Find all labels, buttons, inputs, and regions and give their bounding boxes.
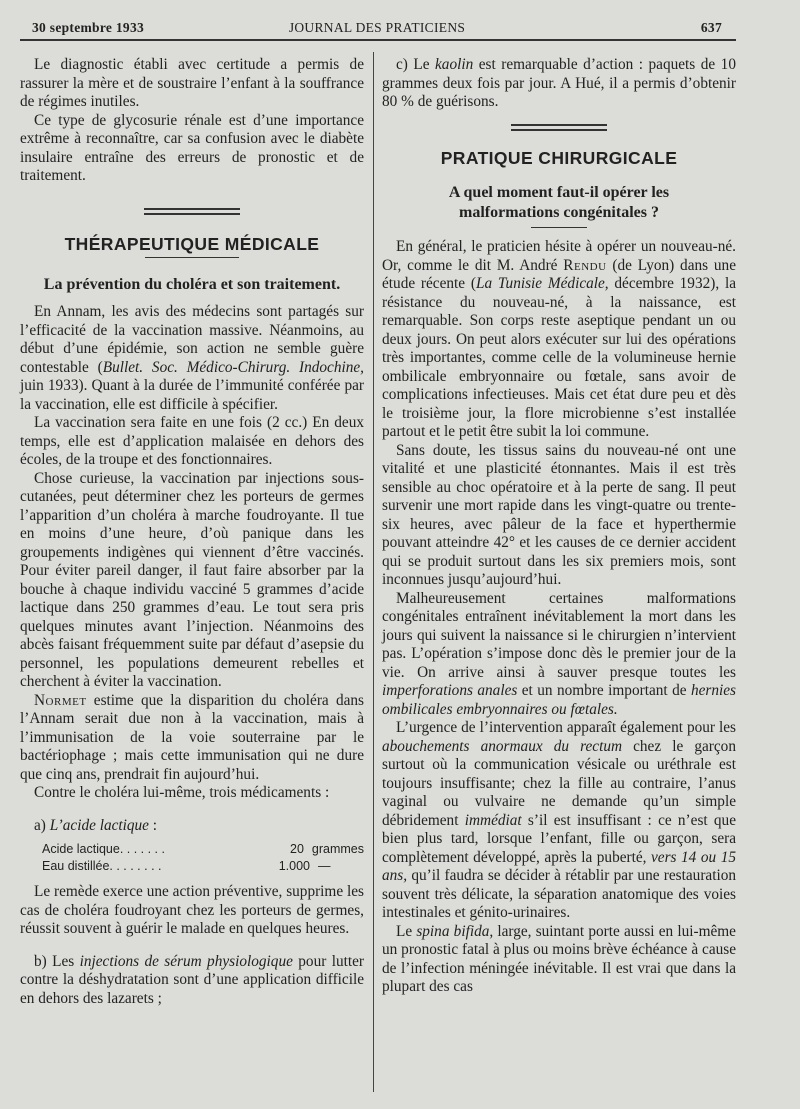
cholera-p1-citation: Bullet. Soc. Médico-Chirurg. Indochine, [102,358,364,376]
surgery-paragraph-5 [382,923,736,997]
header-journal-title: JOURNAL DES PRATICIENS [288,20,466,35]
left-column [20,56,364,1008]
surgery-p5-text: Le [396,922,417,940]
cholera-paragraph-6: Le remède exerce une action préventive, supprime les cas de choléra foudroyant chez les porteurs de germes, réussit souvent à guérir le malade en quelques heures. [20,883,364,937]
surgery-p5-italic: spina bifida, [416,922,494,940]
recipe-ingredient: Acide lactique. . . . . . . [42,842,165,856]
item-b-text-end: pour lutter contre la déshydratation sont d’une application difficile en dehors des lazarets ; [20,952,364,1007]
cholera-paragraph-2: La vaccination sera faite en une fois (2 cc.) En deux temps, elle est d’application malaisée en dehors des écoles, de la troupe et des fonctionnaires. [20,414,364,468]
intro-paragraph-2: Ce type de glycosurie rénale est d’une importance extrême à reconnaître, car sa confusion avec le diabète insulaire entraîne des erreurs de pronostic et de traitement. [20,111,364,184]
header-rule [20,39,736,41]
author-name-rendu: Rendu [563,256,607,274]
surgery-p1-text: En général, le praticien hésite à opérer un nouveau-né. Or, comme le dit M. André [382,238,736,274]
surgery-p1-text2: (de Lyon) dans une étude récente ( [382,256,736,292]
cholera-paragraph-1 [20,303,364,414]
cholera-paragraph-3: Chose curieuse, la vaccination par injections sous-cutanées, peut déterminer chez les porteurs de germes l’apparition d’un choléra à marche foudroyante. Il tue en moins d’une heure, d’où panique dans les groupements indigènes qui viennent d’être vaccinés. Pour éviter pareil danger, il faut faire absorber par la bouche à chaque individu vacciné 5 grammes d’acide lactique dans 250 grammes d’eau. Le tout sera pris quelques minutes avant l’injection. Néanmoins des abcès faisant fréquemment suite par défaut d’asepsie du personnel, les populations demeurent rebelles et cherchent à éviter la vaccination. [20,469,364,690]
surgery-paragraph-2: Sans doute, les tissus sains du nouveau-né ont une vitalité et une plasticité étonnantes. Mais il est très sensible au choc opératoire et à la perte de sang. Il peut survenir une mort rapide dans les vingt-quatre ou trente-six heures, avec pâleur de la face et hyperthermie pouvant atteindre 42° et les causes de ce dernier accident qui se produit surtout dans les six premiers mois, sont inconnues jusqu’aujourd’hui. [382,441,736,588]
cholera-paragraph-5: Contre le choléra lui-même, trois médicaments : [34,784,330,801]
surgery-paragraph-4 [382,719,736,923]
item-b-italic: injections de sérum physiologique [79,952,293,970]
surgery-p4-text-end: qu’il faudra se décider à rétablir par une restauration souvent très délicate, la séparation anatomique des voies intestinales et génito-urinaires. [382,867,736,921]
surgery-p4-text2: chez le garçon surtout où la communication vésicale ou uréthrale est toujours insuffisante; chez la fille au contraire, l’anus vaginal ou vulvaire ne demande qu’un simple débridement [382,737,736,829]
article-title-underline [531,227,587,228]
recipe-unit: — [318,859,331,873]
surgery-p5-text-end: large, suintant porte aussi en lui-même un pronostic fatal à plus ou moins brève échéance à cause de l’infection méningée inévitable. Il est vrai que dans la plupart des cas [382,922,736,995]
item-c-paragraph [382,56,736,112]
section-title-underline [145,257,239,258]
cholera-p1-text-end: juin 1933). Quant à la durée de l’immunité conférée par la vaccination, elle est difficile à spécifier. [20,377,364,413]
item-c-letter: c) [396,56,408,73]
surgery-p4-text: L’urgence de l’intervention apparaît également pour les [396,719,736,736]
cholera-paragraph-4 [20,692,364,785]
intro-paragraph-1: Le diagnostic établi avec certitude a permis de rassurer la mère et de soustraire l’enfant à la souffrance de régimes inutiles. [20,56,364,110]
section-title-chirurgicale: PRATIQUE CHIRURGICALE [440,147,678,168]
article-title-cholera: La prévention du choléra et son traitement. [43,276,341,293]
recipe-quantity: 20 [290,842,304,856]
surgery-p1-citation: La Tunisie Médicale, [475,275,609,292]
surgery-paragraph-1 [382,238,736,442]
surgery-paragraph-3 [382,590,736,720]
author-name-normet: Normet [34,691,87,709]
item-a-heading [20,817,364,836]
item-b-letter: b) [34,952,47,970]
surgery-p4-italic3: vers 14 ou 15 ans, [382,848,736,884]
article-title-malformations: A quel moment faut-il opérer les malformations congénitales ? [448,184,670,221]
surgery-p4-italic2: immédiat [464,811,522,829]
header-date: 30 septembre 1933 [32,20,145,35]
item-b-text-start: Les [46,952,80,970]
surgery-p3-italic1: imperforations anales [382,682,518,699]
section-separator [511,124,607,131]
item-a-colon: : [148,816,158,834]
recipe-unit: grammes [311,842,364,856]
surgery-p4-text3: s’il est insuffisant : ce n’est que bien plus tard, lorsque l’enfant, fille ou garçon, sera complètement développé, après la puberté, [382,811,736,866]
item-a-letter: a) [34,816,46,834]
recipe-list [42,841,364,875]
recipe-row [42,858,364,875]
section-title-therapeutique: THÉRAPEUTIQUE MÉDICALE [64,233,320,254]
right-column [382,56,736,997]
surgery-p3-text: Malheureusement certaines malformations congénitales entraînent inévitablement la mort dans les jours qui suivent la naissance si le chirurgien n’intervient pas. L’opération s’impose donc dès le premier jour de la vie. On arrive ainsi à sauver presque toutes les [382,589,736,681]
surgery-p3-italic2: hernies ombilicales embryonnaires ou fœtales. [382,682,736,718]
surgery-p1-text-end: décembre 1932), la résistance du nouveau-né, à la naissance, est remarquable. Son corps reste aseptique pendant un ou deux jours. On peut alors exécuter sur lui des opérations très importantes, comme celle de la volumineuse hernie ombilicale embryonnaire ou fœtale, sans avoir de complications infectieuses. Mais cet état dure peu et dès le troisième jour, la flore microbienne s’est installée partout et le petit être subit la loi commune. [382,275,736,440]
section-separator [144,208,240,215]
cholera-p1-text: En Annam, les avis des médecins sont partagés sur l’efficacité de la vaccination massive. Néanmoins, au début d’une épidémie, son action ne semble guère contestable ( [20,303,364,376]
running-header [32,20,722,40]
item-a-title: L’acide lactique [49,816,149,834]
item-b-paragraph [20,953,364,1009]
column-divider [373,52,374,1092]
recipe-ingredient: Eau distillée. . . . . . . . [42,859,162,873]
item-c-text-start: Le [407,56,436,73]
cholera-p4-text: estime que la disparition du choléra dans l’Annam serait due non à la vaccination, mais à l’immunisation de la voie souterraine par le bactériophage ; mais cette immunisation qui ne dure que cinq ans, prendrait fin aujourd’hui. [20,691,364,783]
item-c-text-end: est remarquable d’action : paquets de 10 grammes deux fois par jour. A Hué, il a permis d’obtenir 80 % de guérisons. [382,56,736,110]
item-c-italic: kaolin [435,56,474,73]
recipe-row [42,841,364,858]
surgery-p4-italic1: abouchements anormaux du rectum [382,737,623,755]
recipe-quantity: 1.000 [278,859,310,873]
header-page-number: 637 [700,20,722,35]
surgery-p3-text2: et un nombre important de [517,682,691,699]
